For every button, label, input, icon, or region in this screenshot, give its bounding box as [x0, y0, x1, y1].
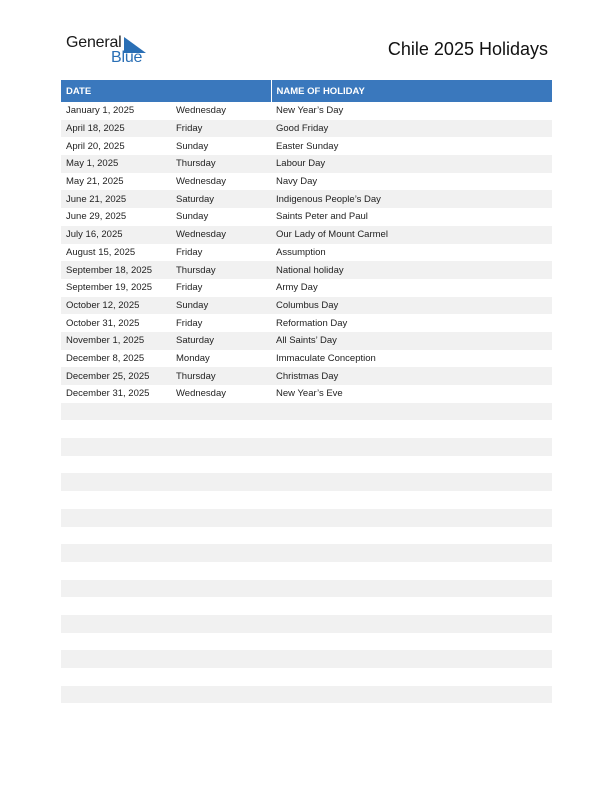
cell-date: July 16, 2025 — [61, 226, 171, 244]
cell-date — [61, 456, 171, 474]
cell-name: Assumption — [276, 246, 326, 258]
empty-row — [61, 527, 552, 545]
cell-day — [171, 544, 271, 562]
cell-name — [271, 562, 552, 580]
cell-date — [61, 544, 171, 562]
cell-date — [61, 703, 171, 721]
table-row — [61, 332, 552, 350]
cell-date — [61, 473, 171, 491]
cell-day — [171, 668, 271, 686]
empty-row — [61, 668, 552, 686]
empty-row — [61, 703, 552, 721]
cell-date — [61, 438, 171, 456]
cell-name: Labour Day — [271, 155, 552, 173]
table-row — [61, 297, 552, 315]
cell-date: June 29, 2025 — [66, 211, 127, 223]
cell-name: Good Friday — [271, 120, 552, 138]
cell-day — [171, 403, 271, 421]
cell-day: Friday — [176, 282, 203, 294]
cell-name: Easter Sunday — [276, 140, 339, 152]
cell-day: Saturday — [171, 190, 271, 208]
cell-day: Thursday — [171, 261, 271, 279]
cell-date — [61, 420, 171, 438]
cell-name — [271, 580, 552, 598]
table-row — [61, 190, 552, 208]
cell-day: Sunday — [176, 211, 209, 223]
cell-name: Our Lady of Mount Carmel — [271, 226, 552, 244]
empty-row — [61, 544, 552, 562]
empty-row — [61, 686, 552, 704]
cell-name — [271, 491, 552, 509]
cell-date — [61, 491, 171, 509]
table-row — [61, 350, 552, 368]
cell-day — [171, 650, 271, 668]
table-row — [61, 102, 552, 120]
empty-row — [61, 420, 552, 438]
cell-date: September 18, 2025 — [61, 261, 171, 279]
cell-day — [171, 438, 271, 456]
cell-name: Christmas Day — [271, 367, 552, 385]
cell-day: Thursday — [171, 155, 271, 173]
empty-row — [61, 615, 552, 633]
table-row — [61, 226, 552, 244]
cell-name — [271, 473, 552, 491]
table-row — [61, 367, 552, 385]
cell-name — [271, 668, 552, 686]
table-body — [61, 102, 552, 721]
empty-row — [61, 438, 552, 456]
cell-date — [61, 580, 171, 598]
empty-row — [61, 509, 552, 527]
cell-day: Sunday — [171, 297, 271, 315]
cell-name: Army Day — [276, 282, 318, 294]
cell-date: October 31, 2025 — [66, 317, 140, 329]
cell-date — [61, 615, 171, 633]
cell-date — [61, 633, 171, 651]
cell-day — [171, 562, 271, 580]
empty-row — [61, 456, 552, 474]
cell-name: Reformation Day — [276, 317, 348, 329]
cell-date: August 15, 2025 — [66, 246, 136, 258]
cell-date: January 1, 2025 — [66, 105, 135, 117]
table-row — [61, 244, 552, 262]
cell-name: Navy Day — [276, 176, 318, 188]
cell-name: National holiday — [271, 261, 552, 279]
table-row — [61, 385, 552, 403]
empty-row — [61, 403, 552, 421]
cell-date: December 8, 2025 — [66, 352, 145, 364]
empty-row — [61, 580, 552, 598]
empty-row — [61, 473, 552, 491]
table-header-row — [61, 80, 552, 102]
generalblue-logo — [66, 34, 156, 70]
cell-name: Saints Peter and Paul — [276, 211, 368, 223]
table-row — [61, 279, 552, 297]
cell-day — [171, 420, 271, 438]
cell-day — [171, 686, 271, 704]
cell-day — [171, 509, 271, 527]
cell-date: May 1, 2025 — [61, 155, 171, 173]
cell-name — [271, 615, 552, 633]
cell-name — [271, 438, 552, 456]
empty-row — [61, 562, 552, 580]
table-row — [61, 261, 552, 279]
cell-date — [61, 668, 171, 686]
cell-name: Columbus Day — [271, 297, 552, 315]
cell-date: November 1, 2025 — [61, 332, 171, 350]
cell-day: Saturday — [171, 332, 271, 350]
logo-text-blue: Blue — [111, 49, 143, 66]
cell-day — [171, 527, 271, 545]
cell-date — [61, 597, 171, 615]
cell-day: Friday — [176, 246, 203, 258]
holidays-table — [61, 80, 552, 721]
cell-day — [171, 615, 271, 633]
cell-date: April 18, 2025 — [61, 120, 171, 138]
cell-date: April 20, 2025 — [66, 140, 125, 152]
header-holiday-name: NAME OF HOLIDAY — [271, 80, 552, 102]
page-title: Chile 2025 Holidays — [387, 39, 548, 59]
cell-name — [271, 527, 552, 545]
cell-name: All Saints’ Day — [271, 332, 552, 350]
cell-name: New Year’s Eve — [276, 388, 343, 400]
empty-row — [61, 633, 552, 651]
cell-name — [271, 633, 552, 651]
header-date: DATE — [61, 80, 271, 102]
cell-date: June 21, 2025 — [61, 190, 171, 208]
cell-day — [171, 456, 271, 474]
cell-day: Wednesday — [176, 388, 226, 400]
cell-date: December 25, 2025 — [61, 367, 171, 385]
cell-date: May 21, 2025 — [66, 176, 124, 188]
cell-name — [271, 456, 552, 474]
cell-name — [271, 403, 552, 421]
table-row — [61, 173, 552, 191]
empty-row — [61, 597, 552, 615]
cell-day — [171, 633, 271, 651]
cell-name — [271, 509, 552, 527]
cell-day: Friday — [171, 120, 271, 138]
cell-date: December 31, 2025 — [66, 388, 150, 400]
cell-day: Friday — [176, 317, 203, 329]
cell-day: Wednesday — [176, 105, 226, 117]
cell-name — [271, 703, 552, 721]
cell-name — [271, 597, 552, 615]
empty-row — [61, 650, 552, 668]
table-row — [61, 155, 552, 173]
cell-day — [171, 491, 271, 509]
table-row — [61, 137, 552, 155]
cell-name: Indigenous People’s Day — [271, 190, 552, 208]
cell-date: September 19, 2025 — [66, 282, 153, 294]
table-row — [61, 314, 552, 332]
cell-date — [61, 562, 171, 580]
cell-day — [171, 597, 271, 615]
cell-day: Thursday — [171, 367, 271, 385]
cell-date — [61, 403, 171, 421]
cell-day — [171, 703, 271, 721]
table-row — [61, 120, 552, 138]
cell-name: Immaculate Conception — [276, 352, 376, 364]
table-row — [61, 208, 552, 226]
cell-day: Wednesday — [176, 176, 226, 188]
cell-name: New Year’s Day — [276, 105, 344, 117]
cell-day — [171, 580, 271, 598]
cell-date — [61, 527, 171, 545]
empty-row — [61, 491, 552, 509]
cell-date — [61, 686, 171, 704]
cell-name — [271, 686, 552, 704]
cell-day: Monday — [176, 352, 210, 364]
cell-date: October 12, 2025 — [61, 297, 171, 315]
cell-day: Wednesday — [171, 226, 271, 244]
logo-text-general: General — [66, 34, 122, 51]
cell-date — [61, 650, 171, 668]
cell-date — [61, 509, 171, 527]
cell-day: Sunday — [176, 140, 209, 152]
cell-name — [271, 544, 552, 562]
cell-name — [271, 420, 552, 438]
cell-name — [271, 650, 552, 668]
cell-day — [171, 473, 271, 491]
